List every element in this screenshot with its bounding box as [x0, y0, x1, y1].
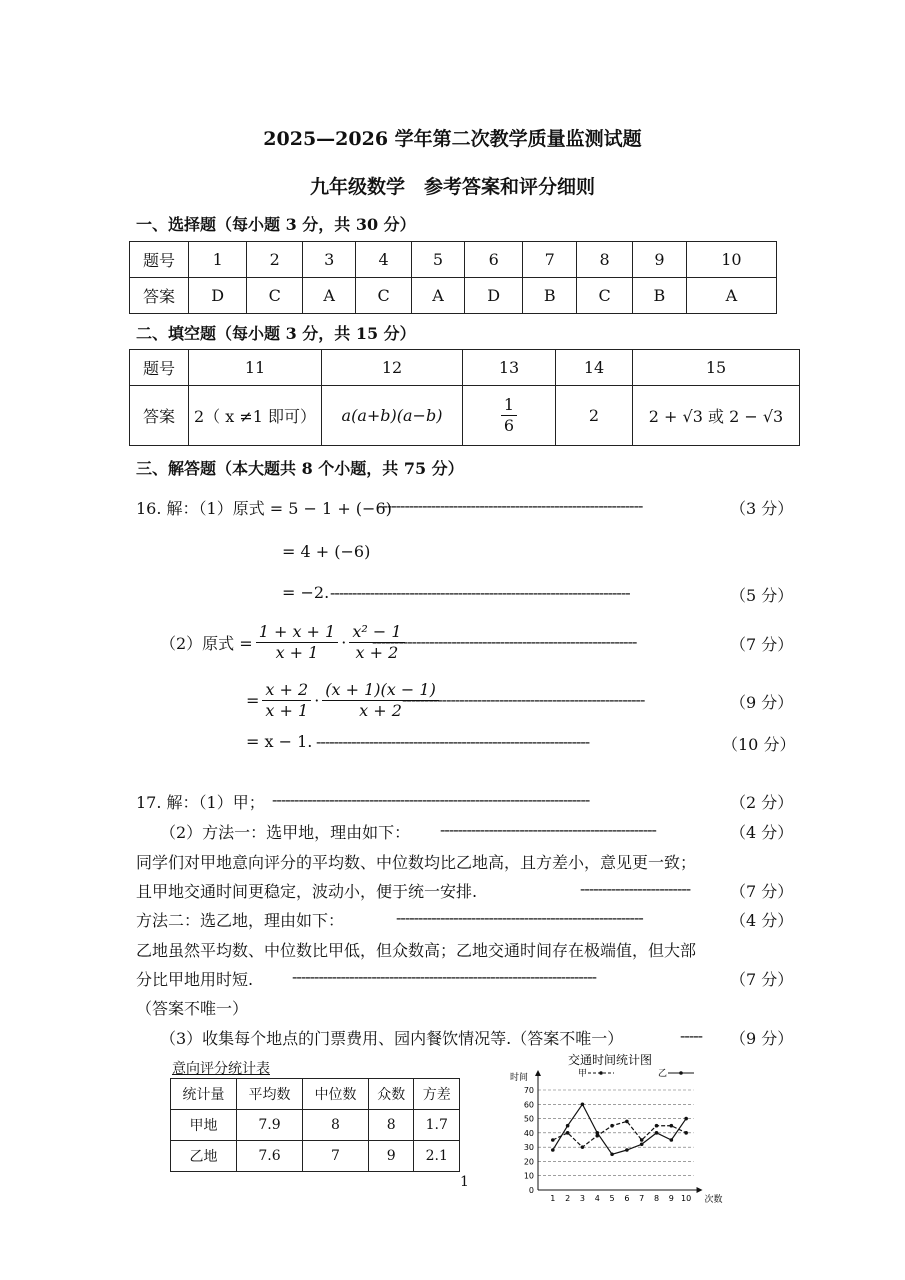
table-cell: 9	[633, 242, 687, 278]
x-tick-label: 8	[653, 1194, 660, 1203]
traffic-time-chart	[500, 1050, 750, 1210]
page-number: 1	[460, 1174, 469, 1190]
score: （10 分）	[722, 735, 796, 754]
q17-line4: 且甲地交通时间更稳定，波动小，便于统一安排.	[136, 882, 478, 901]
data-point	[581, 1102, 585, 1106]
y-tick-label: 10	[523, 1171, 534, 1181]
x-axis-label: 次数	[704, 1195, 723, 1205]
expr-prefix: （2）原式 =	[160, 634, 253, 653]
numerator: x² − 1	[349, 622, 404, 643]
page-title: 2025—2026 学年第二次教学质量监测试题	[263, 128, 642, 150]
chart-title: 交通时间统计图	[568, 1053, 653, 1067]
y-tick-label: 70	[523, 1086, 534, 1095]
row-label-answer: 答案	[130, 386, 189, 446]
q16-line1: 16. 解：（1）原式 = 5 − 1 + (−6)	[136, 499, 392, 518]
table-cell: A	[686, 278, 776, 314]
data-point	[640, 1138, 644, 1142]
score: （3 分）	[730, 499, 794, 518]
table-row	[171, 1141, 460, 1172]
data-point	[566, 1131, 570, 1135]
q16-line4: （2）原式 = $\frac{1 + x + 1}{x + 1}$ · $\frac{\text{x² − 1}}{x + 2}$	[160, 622, 408, 663]
row-label-question: 题号	[130, 242, 189, 278]
stat-table-caption: 意向评分统计表	[172, 1061, 270, 1077]
table-header: 众数	[369, 1079, 414, 1110]
table-cell: 11	[189, 350, 322, 386]
score: （2 分）	[730, 793, 794, 812]
data-point	[655, 1124, 659, 1128]
denominator: x + 1	[275, 643, 319, 662]
y-axis-arrow	[535, 1070, 541, 1076]
table-cell: 甲地	[171, 1110, 237, 1141]
data-point	[595, 1131, 599, 1135]
y-tick-label: 50	[523, 1114, 534, 1124]
q16-line2: = 4 + (−6)	[282, 542, 371, 561]
data-point	[581, 1145, 585, 1149]
table-cell: 4	[356, 242, 412, 278]
data-point	[640, 1142, 644, 1146]
numerator: (x + 1)(x − 1)	[322, 680, 439, 701]
equals-sign: =	[246, 691, 260, 710]
data-point	[684, 1131, 688, 1135]
data-point	[625, 1148, 629, 1152]
legend-label: 甲	[578, 1069, 588, 1079]
q17-line2: （2）方法一：选甲地，理由如下：	[160, 823, 411, 842]
score: （4 分）	[730, 911, 794, 930]
table-header: 平均数	[237, 1079, 303, 1110]
x-tick-label: 9	[668, 1194, 674, 1203]
q16-line6: = x − 1.	[246, 732, 313, 751]
q17-line1: 17. 解：（1）甲；	[136, 793, 265, 812]
y-tick-label: 20	[523, 1157, 534, 1167]
score: （7 分）	[730, 635, 794, 654]
table-cell: 6	[465, 242, 523, 278]
y-tick-label: 60	[523, 1100, 534, 1110]
table-cell: 8	[303, 1110, 369, 1141]
table-row	[171, 1110, 460, 1141]
table-cell: C	[577, 278, 633, 314]
legend-label: 乙	[658, 1069, 668, 1079]
stat-table	[170, 1078, 460, 1172]
dash-leader: -------------------------------------------------------	[402, 690, 645, 709]
numerator: 1 + x + 1	[256, 622, 339, 643]
table-cell: D	[189, 278, 247, 314]
table-cell: A	[412, 278, 465, 314]
fraction	[501, 395, 517, 436]
table-cell: 1.7	[414, 1110, 460, 1141]
dash-leader: --------------------------------------------------------------------	[330, 583, 630, 602]
table-cell: D	[465, 278, 523, 314]
fill-answer-table	[129, 349, 800, 446]
score: （7 分）	[730, 882, 794, 901]
series-line-yi	[553, 1104, 686, 1154]
table-cell: 14	[556, 350, 633, 386]
table-cell: 乙地	[171, 1141, 237, 1172]
section1-heading: 一、选择题（每小题 3 分，共 30 分）	[136, 215, 416, 234]
q16-line3: = −2.	[282, 583, 330, 602]
dash-leader: -----	[680, 1026, 703, 1045]
data-point	[551, 1138, 555, 1142]
legend-marker	[599, 1071, 603, 1075]
table-cell: C	[247, 278, 303, 314]
answer-11: 2（ x ≠1 即可）	[189, 386, 322, 446]
answer-15: 2 + √3 或 2 − √3	[633, 386, 800, 446]
table-header: 中位数	[303, 1079, 369, 1110]
denominator: x + 2	[359, 701, 402, 720]
table-cell: 13	[463, 350, 556, 386]
page-subtitle: 九年级数学 参考答案和评分细则	[309, 176, 595, 198]
table-cell: A	[303, 278, 356, 314]
choice-answer-table	[129, 241, 777, 314]
score: （4 分）	[730, 823, 794, 842]
score: （9 分）	[730, 1029, 794, 1048]
q17-line6: 乙地虽然平均数、中位数比甲低，但众数高；乙地交通时间存在极端值，但大部	[136, 941, 697, 960]
table-cell: 15	[633, 350, 800, 386]
data-point	[670, 1138, 674, 1142]
section3-heading: 三、解答题（本大题共 8 个小题，共 75 分）	[136, 459, 464, 478]
table-cell: 10	[686, 242, 776, 278]
numerator: x + 2	[262, 680, 311, 701]
table-header: 方差	[414, 1079, 460, 1110]
table-cell: 7	[523, 242, 577, 278]
denominator: x + 2	[355, 643, 399, 662]
data-point	[566, 1124, 570, 1128]
table-cell: 5	[412, 242, 465, 278]
table-cell: 8	[577, 242, 633, 278]
score: （7 分）	[730, 970, 794, 989]
table-cell: 3	[303, 242, 356, 278]
x-axis-arrow	[697, 1187, 703, 1193]
table-cell: C	[356, 278, 412, 314]
q17-line5: 方法二：选乙地，理由如下：	[136, 911, 345, 930]
table-cell: 8	[369, 1110, 414, 1141]
y-tick-label: 0	[528, 1186, 534, 1195]
dash-leader: ------------------------------------------------------------	[372, 632, 637, 651]
table-cell: 2.1	[414, 1141, 460, 1172]
x-tick-label: 7	[639, 1194, 645, 1203]
fraction	[256, 622, 339, 663]
fraction	[262, 680, 311, 721]
y-tick-label: 30	[523, 1143, 534, 1153]
legend-marker	[679, 1071, 683, 1075]
dash-leader: -------------------------	[580, 879, 691, 898]
y-tick-label: 40	[523, 1128, 534, 1138]
denominator: 6	[503, 416, 515, 435]
data-point	[655, 1131, 659, 1135]
table-cell: 7.6	[237, 1141, 303, 1172]
data-point	[625, 1120, 629, 1124]
dash-leader: --------------------------------------------------------------	[316, 732, 590, 751]
answer-14: 2	[556, 386, 633, 446]
x-tick-label: 2	[565, 1194, 571, 1203]
x-tick-label: 4	[594, 1194, 600, 1203]
table-cell: 9	[369, 1141, 414, 1172]
data-point	[551, 1148, 555, 1152]
x-tick-label: 3	[579, 1194, 585, 1203]
series-line-jia	[553, 1121, 686, 1147]
score: （9 分）	[730, 693, 794, 712]
table-cell: 12	[322, 350, 463, 386]
dash-leader: ------------------------------------------------------------------------	[272, 790, 590, 809]
numerator: 1	[501, 395, 517, 416]
answer-12: a(a+b)(a−b)	[322, 386, 463, 446]
table-cell: 1	[189, 242, 247, 278]
x-tick-label: 6	[624, 1194, 630, 1203]
score: （5 分）	[730, 586, 794, 605]
row-label-answer: 答案	[130, 278, 189, 314]
dash-leader: ---------------------------------------------------------------------	[292, 967, 597, 986]
dash-leader: --------------------------------------------------------	[396, 908, 643, 927]
denominator: x + 1	[265, 701, 309, 720]
dash-leader: ------------------------------------------------------------	[378, 496, 643, 515]
q17-line3: 同学们对甲地意向评分的平均数、中位数均比乙地高，且方差小，意见更一致；	[136, 853, 697, 872]
x-tick-label: 10	[681, 1194, 692, 1203]
q17-line9: （3）收集每个地点的门票费用、园内餐饮情况等.（答案不唯一）	[160, 1029, 624, 1048]
section2-heading: 二、填空题（每小题 3 分，共 15 分）	[136, 324, 416, 343]
data-point	[670, 1124, 674, 1128]
q16-line5: = $\frac{x + 2}{x + 1}$ · $\frac{(x + 1)(x - 1)}{x + 2}$	[246, 680, 442, 721]
data-point	[610, 1124, 614, 1128]
table-cell: 7.9	[237, 1110, 303, 1141]
q17-line7: 分比甲地用时短.	[136, 970, 254, 989]
data-point	[684, 1117, 688, 1121]
q17-line8: （答案不唯一）	[136, 999, 249, 1018]
y-axis-label: 时间	[510, 1073, 529, 1083]
row-label-question: 题号	[130, 350, 189, 386]
x-tick-label: 1	[550, 1194, 556, 1203]
dash-leader: -------------------------------------------------	[440, 820, 656, 839]
data-point	[610, 1152, 614, 1156]
table-cell: 2	[247, 242, 303, 278]
table-header: 统计量	[171, 1079, 237, 1110]
table-cell: B	[633, 278, 687, 314]
x-tick-label: 5	[609, 1194, 615, 1203]
table-cell: 7	[303, 1141, 369, 1172]
table-cell: B	[523, 278, 577, 314]
answer-13	[463, 386, 556, 446]
